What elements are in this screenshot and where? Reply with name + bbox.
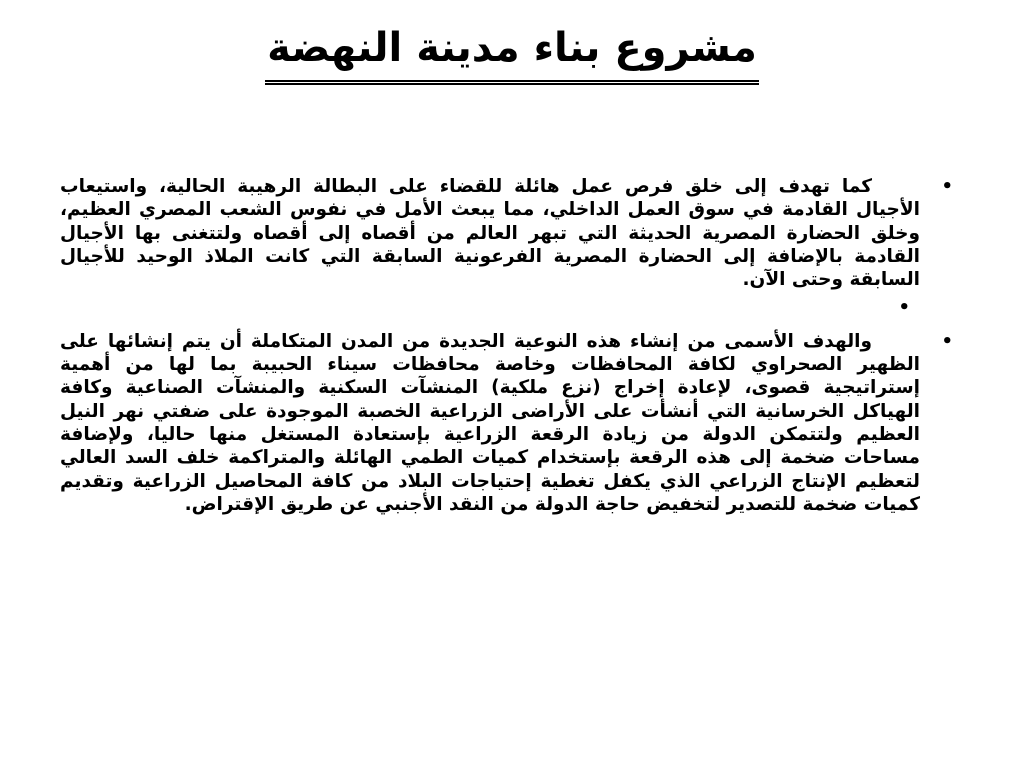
bullet-paragraph-2-empty [60,296,920,319]
title-container [0,18,1024,85]
slide-body [60,175,953,516]
bullet-paragraph-1 [60,175,953,291]
bullet-paragraph-3 [60,330,953,516]
bullet-marker: • [941,330,953,352]
bullet-text: كما تهدف إلى خلق فرص عمل هائلة للقضاء على البطالة الرهيبة الحالية، واستيعاب الأجيال القادمة في سوق العمل الداخلي، مما يبعث الأمل في نفوس الشعب المصري العظيم، وخلق الحضارة المصرية الحديثة التي تبهر العالم من أقصاه إلى أقصاه ولتتغنى بها الأجيال القادمة بالإضافة إلى الحضارة المصرية الفرعونية السابقة التي كانت الملاذ الوحيد للأجيال السابقة وحتى الآن. [60,176,920,291]
bullet-text: والهدف الأسمى من إنشاء هذه النوعية الجديدة من المدن المتكاملة أن يتم إنشائها على الظهير الصحراوي لكافة المحافظات وخاصة محافظات سيناء الحبيبة بما لها من أهمية إستراتيجية قصوى، لإعادة إخراج (نزع ملكية) المنشآت السكنية والمنشآت الصناعية وكافة الهياكل الخرسانية التي أنشأت على الأراضى الزراعية الخصبة الموجودة على ضفتي نهر النيل العظيم ولتتمكن الدولة من زيادة الرقعة الزراعية بإستعادة المستغل منها حاليا، ولإضافة مساحات ضخمة إلى هذه الرقعة بإستخدام كميات الطمي الهائلة والمتراكمة خلف السد العالي لتعظيم الإنتاج الزراعي الذي يكفل تغطية إحتياجات البلاد من كافة المحاصيل الزراعية وتقديم كميات ضخمة للتصدير لتخفيض حاجة الدولة من النقد الأجنبي عن طريق الإقتراض. [60,330,920,515]
bullet-marker: • [941,176,953,197]
slide-title: مشروع بناء مدينة النهضة [265,18,759,85]
bullet-marker: • [898,297,910,319]
